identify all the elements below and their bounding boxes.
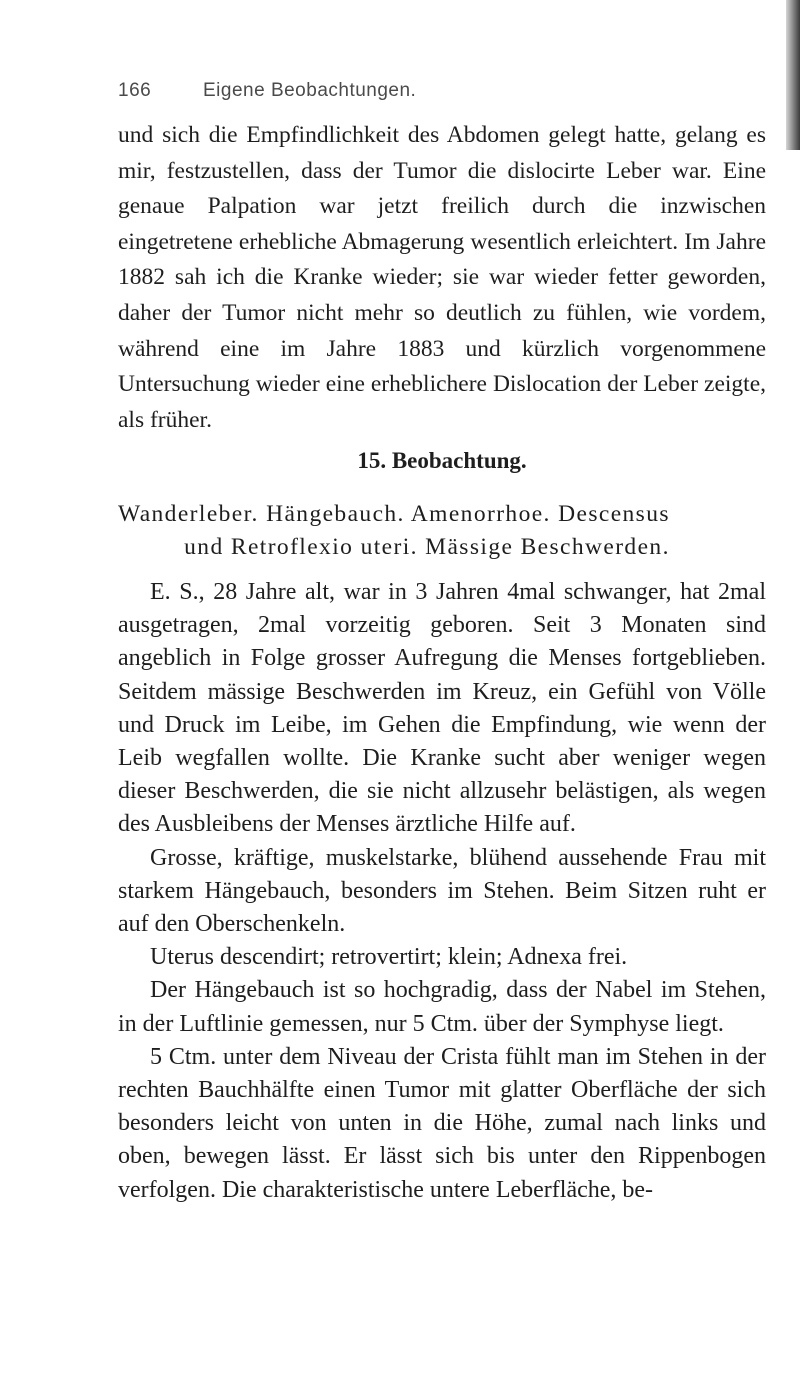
case-report xyxy=(118,576,766,1207)
subtitle-line-1: Wanderleber. Hängebauch. Amenorrhoe. Descensus xyxy=(118,501,670,527)
case-paragraph-history: E. S., 28 Jahre alt, war in 3 Jahren 4mal schwanger, hat 2mal ausgetragen, 2mal vorzeitig geboren. Seit 3 Monaten sind angeblich in Folge grosser Aufregung die Menses fortgeblieben. Seitdem mässige Beschwerden im Kreuz, ein Gefühl von Völle und Druck im Leibe, im Gehen die Empfindung, wie wenn der Leib wegfallen wollte. Die Kranke sucht aber weniger wegen dieser Beschwerden, die sie nicht allzusehr belästigen, als wegen des Ausbleibens der Menses ärztliche Hilfe auf. xyxy=(118,579,766,838)
page-edge-shadow xyxy=(786,0,800,150)
subtitle-line-2: und Retroflexio uteri. Mässige Beschwerden. xyxy=(184,534,670,560)
running-header xyxy=(118,80,718,102)
observation-subtitle xyxy=(118,498,766,564)
observation-heading: 15. Beobachtung. xyxy=(357,448,527,473)
intro-paragraph-block xyxy=(118,118,766,438)
case-paragraph-tumor: 5 Ctm. unter dem Niveau der Crista fühlt man im Stehen in der rechten Bauchhälfte einen Tumor mit glatter Oberfläche der sich besonders leicht von unten in die Höhe, zumal nach links und oben, bewegen lässt. Er lässt sich bis unter den Rippenbogen verfolgen. Die charakteristische untere Leberfläche, be- xyxy=(118,1043,766,1203)
case-paragraph-habitus: Grosse, kräftige, muskelstarke, blühend aussehende Frau mit starkem Hängebauch, besonders im Stehen. Beim Sitzen ruht er auf den Oberschenkeln. xyxy=(118,844,766,938)
intro-paragraph: und sich die Empfindlichkeit des Abdomen gelegt hatte, gelang es mir, festzustellen, dass der Tumor die dislocirte Leber war. Eine genaue Palpation war jetzt freilich durch die inzwischen eingetretene erhebliche Abmagerung wesentlich erleichtert. Im Jahre 1882 sah ich die Kranke wieder; sie war wieder fetter geworden, daher der Tumor nicht mehr so deutlich zu fühlen, wie vordem, während eine im Jahre 1883 und kürzlich vorgenommene Untersuchung wieder eine erheblichere Dislocation der Leber zeigte, als früher. xyxy=(118,122,766,433)
case-paragraph-abdomen: Der Hängebauch ist so hochgradig, dass der Nabel im Stehen, in der Luftlinie gemessen, nur 5 Ctm. über der Symphyse liegt. xyxy=(118,977,766,1037)
page-number: 166 xyxy=(118,80,152,101)
running-title: Eigene Beobachtungen. xyxy=(203,80,417,101)
case-paragraph-uterus: Uterus descendirt; retrovertirt; klein; Adnexa frei. xyxy=(150,944,628,971)
